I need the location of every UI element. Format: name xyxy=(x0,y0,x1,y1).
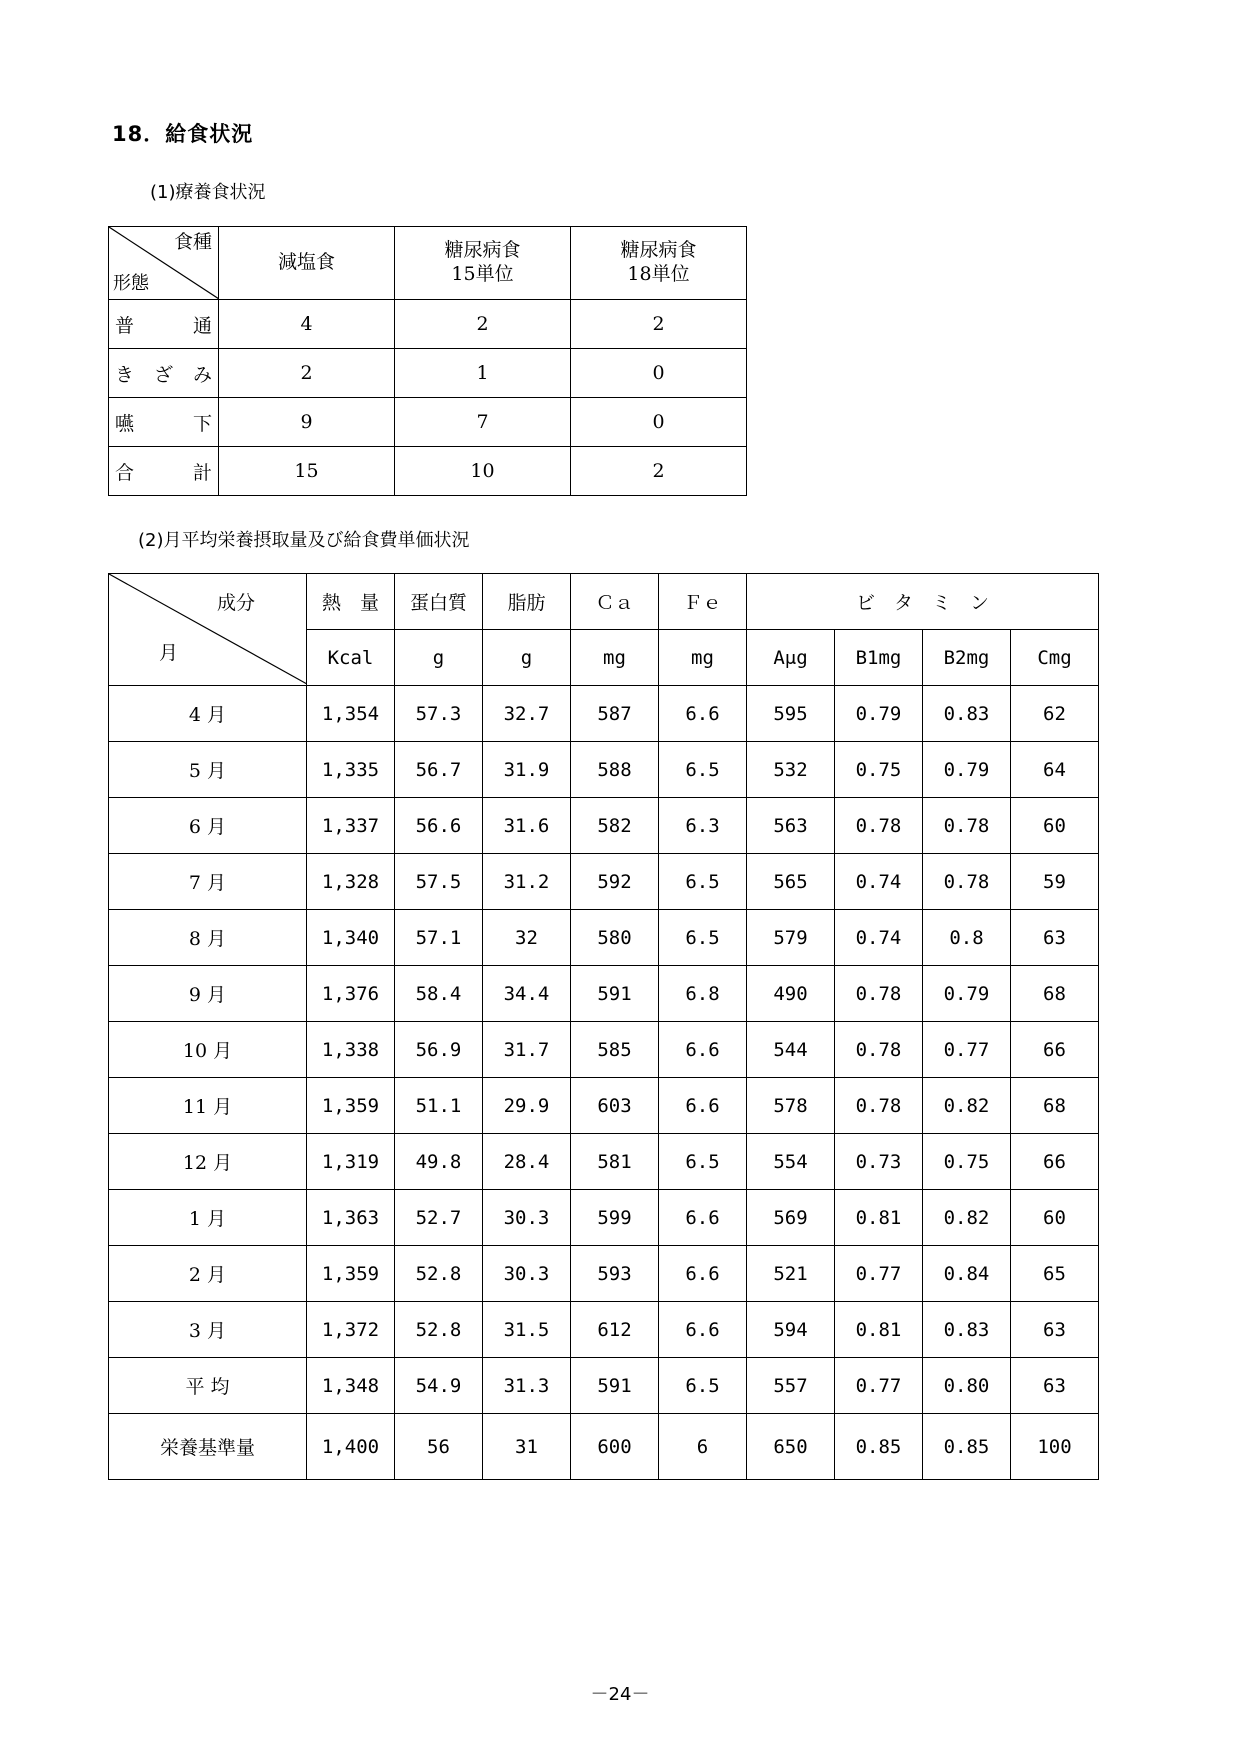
table2-cell: 581 xyxy=(571,1134,659,1190)
table2-cell: 0.74 xyxy=(835,854,923,910)
table2-cell: 0.78 xyxy=(835,1022,923,1078)
table2-cell: 1,400 xyxy=(307,1414,395,1480)
table2-cell: 0.80 xyxy=(923,1358,1011,1414)
table2-row xyxy=(109,686,1099,742)
table2-row-label: 9 月 xyxy=(109,966,307,1022)
table2-cell: 59 xyxy=(1011,854,1099,910)
table2-cell: 0.82 xyxy=(923,1190,1011,1246)
table2-cell: 591 xyxy=(571,1358,659,1414)
table2-corner-component: 成分 xyxy=(217,592,256,614)
table2-cell: 56.9 xyxy=(395,1022,483,1078)
table2-vitamin-header: ビ タ ミ ン xyxy=(747,574,1099,630)
table2-cell: 0.79 xyxy=(923,966,1011,1022)
table2-col-header: 熱 量 xyxy=(307,574,395,630)
table1-row xyxy=(109,349,747,398)
table2-cell: 6.6 xyxy=(659,686,747,742)
table2-cell: 6.5 xyxy=(659,1358,747,1414)
table2-unit-cell: Aμg xyxy=(747,630,835,686)
table2-row-label: 5 月 xyxy=(109,742,307,798)
page-number: －24－ xyxy=(590,1684,650,1705)
table2-cell: 594 xyxy=(747,1302,835,1358)
table2-cell: 52.7 xyxy=(395,1190,483,1246)
table1-title: (1)療養食状況 xyxy=(150,182,266,203)
table2-cell: 591 xyxy=(571,966,659,1022)
table2-cell: 0.74 xyxy=(835,910,923,966)
table2-cell: 600 xyxy=(571,1414,659,1480)
table1-col-header-line: 18単位 xyxy=(627,263,690,285)
table2-cell: 580 xyxy=(571,910,659,966)
table2-row-label: 3 月 xyxy=(109,1302,307,1358)
table1-row-label: 嚥下 xyxy=(109,398,219,447)
table2-cell: 68 xyxy=(1011,966,1099,1022)
table2-unit-cell: B1mg xyxy=(835,630,923,686)
table2-row-label: 6 月 xyxy=(109,798,307,854)
table2-row xyxy=(109,854,1099,910)
table2-cell: 0.78 xyxy=(835,966,923,1022)
table2-row xyxy=(109,798,1099,854)
table2-row xyxy=(109,1190,1099,1246)
table2-title: (2)月平均栄養摂取量及び給食費単価状況 xyxy=(138,530,470,551)
table2-row-label: 10 月 xyxy=(109,1022,307,1078)
table2-cell: 0.82 xyxy=(923,1078,1011,1134)
table2-col-header: Ｃａ xyxy=(571,574,659,630)
table2-cell: 56.6 xyxy=(395,798,483,854)
table2-col-header: 蛋白質 xyxy=(395,574,483,630)
table2-cell: 612 xyxy=(571,1302,659,1358)
section-title: 18．給食状況 xyxy=(112,122,254,146)
table2-cell: 599 xyxy=(571,1190,659,1246)
table2-cell: 30.3 xyxy=(483,1246,571,1302)
table2-cell: 6.5 xyxy=(659,910,747,966)
table2-cell: 57.1 xyxy=(395,910,483,966)
table2-cell: 31.7 xyxy=(483,1022,571,1078)
table1-corner-cell xyxy=(109,227,219,300)
table1-corner-form: 形態 xyxy=(113,272,149,294)
table2-cell: 66 xyxy=(1011,1134,1099,1190)
table2-cell: 0.77 xyxy=(835,1358,923,1414)
table2-cell: 52.8 xyxy=(395,1246,483,1302)
table1-cell: 15 xyxy=(219,447,395,496)
table1-row xyxy=(109,300,747,349)
table2-cell: 0.77 xyxy=(923,1022,1011,1078)
table2-cell: 31 xyxy=(483,1414,571,1480)
table1-cell: 2 xyxy=(571,300,747,349)
table2-row-label: 11 月 xyxy=(109,1078,307,1134)
table2-unit-cell: Kcal xyxy=(307,630,395,686)
table2-row xyxy=(109,1414,1099,1480)
table1-header-row xyxy=(109,227,747,300)
table1-cell: 4 xyxy=(219,300,395,349)
table2-cell: 52.8 xyxy=(395,1302,483,1358)
table2-cell: 582 xyxy=(571,798,659,854)
table2-unit-cell: Cmg xyxy=(1011,630,1099,686)
table2-cell: 1,319 xyxy=(307,1134,395,1190)
table2-cell: 1,372 xyxy=(307,1302,395,1358)
table2-cell: 579 xyxy=(747,910,835,966)
table1-cell: 10 xyxy=(395,447,571,496)
table2-cell: 0.73 xyxy=(835,1134,923,1190)
table2-cell: 1,376 xyxy=(307,966,395,1022)
table2-cell: 54.9 xyxy=(395,1358,483,1414)
table2-cell: 544 xyxy=(747,1022,835,1078)
table2-cell: 1,328 xyxy=(307,854,395,910)
table2-cell: 6.6 xyxy=(659,1190,747,1246)
table2-row xyxy=(109,1134,1099,1190)
table2-unit-cell: mg xyxy=(571,630,659,686)
table2-cell: 0.78 xyxy=(923,798,1011,854)
table2-cell: 29.9 xyxy=(483,1078,571,1134)
table2-cell: 31.6 xyxy=(483,798,571,854)
table2-unit-cell: g xyxy=(483,630,571,686)
nutrition-intake-table xyxy=(108,573,1099,1480)
table2-cell: 521 xyxy=(747,1246,835,1302)
table2-cell: 0.83 xyxy=(923,686,1011,742)
table2-cell: 32 xyxy=(483,910,571,966)
table1-col-header-line: 糖尿病食 xyxy=(620,239,697,262)
table2-cell: 565 xyxy=(747,854,835,910)
table2-cell: 532 xyxy=(747,742,835,798)
table2-cell: 1,354 xyxy=(307,686,395,742)
table2-cell: 0.8 xyxy=(923,910,1011,966)
table2-cell: 1,340 xyxy=(307,910,395,966)
table2-cell: 1,359 xyxy=(307,1078,395,1134)
table2-cell: 6.3 xyxy=(659,798,747,854)
table1-cell: 2 xyxy=(571,447,747,496)
table1-cell: 7 xyxy=(395,398,571,447)
table2-cell: 6.6 xyxy=(659,1078,747,1134)
table2-cell: 557 xyxy=(747,1358,835,1414)
table2-cell: 31.9 xyxy=(483,742,571,798)
table2-cell: 0.78 xyxy=(835,1078,923,1134)
table2-cell: 593 xyxy=(571,1246,659,1302)
table1-col-header: 減塩食 xyxy=(219,227,395,300)
table2-row-label: 8 月 xyxy=(109,910,307,966)
table2-cell: 0.79 xyxy=(923,742,1011,798)
table2-cell: 51.1 xyxy=(395,1078,483,1134)
table2-row xyxy=(109,742,1099,798)
table2-cell: 0.81 xyxy=(835,1190,923,1246)
table2-corner-cell xyxy=(109,574,307,686)
table2-cell: 650 xyxy=(747,1414,835,1480)
table2-cell: 60 xyxy=(1011,798,1099,854)
table2-cell: 68 xyxy=(1011,1078,1099,1134)
table2-cell: 34.4 xyxy=(483,966,571,1022)
table2-cell: 60 xyxy=(1011,1190,1099,1246)
table2-cell: 64 xyxy=(1011,742,1099,798)
table1-row-label: きざみ xyxy=(109,349,219,398)
table2-cell: 28.4 xyxy=(483,1134,571,1190)
table2-cell: 1,338 xyxy=(307,1022,395,1078)
table2-cell: 592 xyxy=(571,854,659,910)
table2-cell: 578 xyxy=(747,1078,835,1134)
corner-diagonal-line xyxy=(109,574,307,684)
table2-row-label: 栄養基準量 xyxy=(109,1414,307,1480)
table2-cell: 6 xyxy=(659,1414,747,1480)
table2-cell: 0.84 xyxy=(923,1246,1011,1302)
table1-col-header xyxy=(395,227,571,300)
table1-row xyxy=(109,447,747,496)
table2-col-header: 脂肪 xyxy=(483,574,571,630)
table2-cell: 490 xyxy=(747,966,835,1022)
table1-row-label: 合計 xyxy=(109,447,219,496)
table1-col-header-line: 15単位 xyxy=(451,263,514,285)
therapeutic-meal-table xyxy=(108,226,747,496)
table1-col-header-line: 糖尿病食 xyxy=(444,239,521,262)
table2-cell: 585 xyxy=(571,1022,659,1078)
table2-cell: 62 xyxy=(1011,686,1099,742)
table2-cell: 63 xyxy=(1011,1358,1099,1414)
table2-cell: 31.3 xyxy=(483,1358,571,1414)
table2-cell: 6.5 xyxy=(659,854,747,910)
table2-row-label: 1 月 xyxy=(109,1190,307,1246)
table1-cell: 0 xyxy=(571,398,747,447)
table2-cell: 0.85 xyxy=(835,1414,923,1480)
table2-cell: 595 xyxy=(747,686,835,742)
table1-cell: 2 xyxy=(219,349,395,398)
table2-cell: 63 xyxy=(1011,1302,1099,1358)
table2-cell: 0.79 xyxy=(835,686,923,742)
table2-cell: 1,363 xyxy=(307,1190,395,1246)
table2-cell: 30.3 xyxy=(483,1190,571,1246)
table2-row-label: 4 月 xyxy=(109,686,307,742)
table2-unit-cell: g xyxy=(395,630,483,686)
table2-cell: 6.6 xyxy=(659,1246,747,1302)
table2-cell: 1,337 xyxy=(307,798,395,854)
table2-cell: 0.75 xyxy=(923,1134,1011,1190)
table2-cell: 31.5 xyxy=(483,1302,571,1358)
table1-col-header xyxy=(571,227,747,300)
table2-cell: 6.5 xyxy=(659,1134,747,1190)
table2-cell: 100 xyxy=(1011,1414,1099,1480)
table2-cell: 56.7 xyxy=(395,742,483,798)
table1-cell: 2 xyxy=(395,300,571,349)
table2-corner-month: 月 xyxy=(159,642,179,664)
table2-col-header: Ｆｅ xyxy=(659,574,747,630)
table2-cell: 0.85 xyxy=(923,1414,1011,1480)
table2-row xyxy=(109,1022,1099,1078)
table2-cell: 32.7 xyxy=(483,686,571,742)
table2-row-label: 2 月 xyxy=(109,1246,307,1302)
table2-cell: 554 xyxy=(747,1134,835,1190)
table2-cell: 1,359 xyxy=(307,1246,395,1302)
table2-cell: 57.3 xyxy=(395,686,483,742)
table2-unit-cell: mg xyxy=(659,630,747,686)
table2-cell: 57.5 xyxy=(395,854,483,910)
table2-cell: 56 xyxy=(395,1414,483,1480)
table2-cell: 587 xyxy=(571,686,659,742)
table2-row-label: 7 月 xyxy=(109,854,307,910)
table2-cell: 0.78 xyxy=(835,798,923,854)
table2-cell: 0.83 xyxy=(923,1302,1011,1358)
table1-cell: 9 xyxy=(219,398,395,447)
table1-cell: 0 xyxy=(571,349,747,398)
table2-cell: 65 xyxy=(1011,1246,1099,1302)
table1-row xyxy=(109,398,747,447)
table2-cell: 569 xyxy=(747,1190,835,1246)
table2-cell: 6.8 xyxy=(659,966,747,1022)
table2-cell: 0.78 xyxy=(923,854,1011,910)
table2-row xyxy=(109,1246,1099,1302)
table2-cell: 6.6 xyxy=(659,1302,747,1358)
table2-row xyxy=(109,966,1099,1022)
table2-cell: 6.5 xyxy=(659,742,747,798)
table2-cell: 563 xyxy=(747,798,835,854)
table2-cell: 0.75 xyxy=(835,742,923,798)
table2-row xyxy=(109,1358,1099,1414)
table2-cell: 1,335 xyxy=(307,742,395,798)
table2-cell: 58.4 xyxy=(395,966,483,1022)
table2-row xyxy=(109,910,1099,966)
table2-cell: 588 xyxy=(571,742,659,798)
table2-unit-cell: B2mg xyxy=(923,630,1011,686)
table2-cell: 603 xyxy=(571,1078,659,1134)
table2-cell: 49.8 xyxy=(395,1134,483,1190)
table1-cell: 1 xyxy=(395,349,571,398)
table2-row xyxy=(109,1078,1099,1134)
table2-cell: 1,348 xyxy=(307,1358,395,1414)
table1-corner-meal-type: 食種 xyxy=(173,231,212,253)
table2-cell: 0.81 xyxy=(835,1302,923,1358)
table2-cell: 0.77 xyxy=(835,1246,923,1302)
table2-cell: 66 xyxy=(1011,1022,1099,1078)
table2-cell: 6.6 xyxy=(659,1022,747,1078)
table2-row-label: 平 均 xyxy=(109,1358,307,1414)
table2-header-row xyxy=(109,574,1099,630)
table2-cell: 63 xyxy=(1011,910,1099,966)
table1-row-label: 普通 xyxy=(109,300,219,349)
table2-row-label: 12 月 xyxy=(109,1134,307,1190)
table2-cell: 31.2 xyxy=(483,854,571,910)
table2-row xyxy=(109,1302,1099,1358)
